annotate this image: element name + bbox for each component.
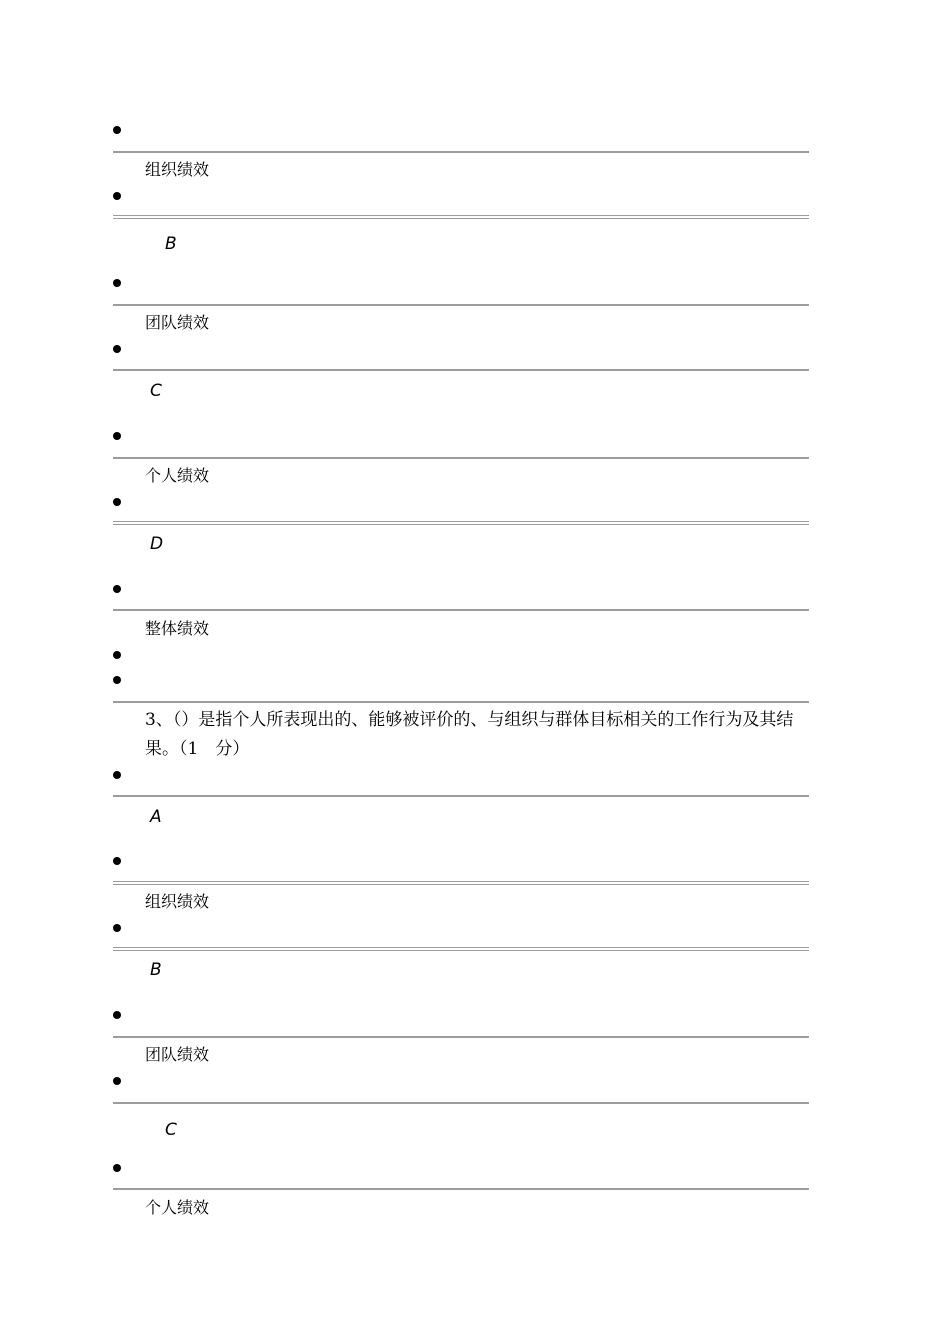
divider	[113, 457, 809, 459]
option-a-text: 组织绩效	[145, 892, 210, 911]
option-d-letter: D	[150, 534, 164, 554]
option-c-letter: C	[150, 381, 162, 401]
divider	[113, 1036, 809, 1038]
list-bullet	[113, 279, 121, 287]
list-bullet	[113, 192, 121, 200]
divider	[113, 701, 809, 703]
list-bullet	[113, 1011, 121, 1019]
list-bullet	[113, 1164, 121, 1172]
list-bullet	[113, 126, 121, 134]
list-bullet	[113, 1077, 121, 1085]
divider	[113, 947, 809, 948]
option-c-text: 个人绩效	[145, 1198, 210, 1217]
divider	[113, 215, 809, 216]
divider	[113, 1102, 809, 1104]
divider	[113, 609, 809, 611]
option-b-text: 团队绩效	[145, 1045, 210, 1064]
question-3-text: 3、（）是指个人所表现出的、能够被评价的、与组织与群体目标相关的工作行为及其结果。（1 分）	[145, 710, 794, 759]
list-bullet	[113, 432, 121, 440]
divider	[113, 521, 809, 522]
list-bullet	[113, 651, 121, 659]
list-bullet	[113, 676, 121, 684]
list-bullet	[113, 345, 121, 353]
option-c-text: 个人绩效	[145, 466, 210, 485]
list-bullet	[113, 498, 121, 506]
option-c-letter: C	[165, 1120, 177, 1140]
divider	[113, 1188, 809, 1190]
list-bullet	[113, 857, 121, 865]
list-bullet	[113, 585, 121, 593]
list-bullet	[113, 924, 121, 932]
divider	[113, 881, 809, 882]
option-a-text: 组织绩效	[145, 160, 210, 179]
option-a-letter: A	[150, 807, 162, 827]
option-b-letter: B	[150, 960, 162, 980]
divider	[113, 304, 809, 306]
option-b-text: 团队绩效	[145, 313, 210, 332]
divider	[113, 795, 809, 797]
option-d-text: 整体绩效	[145, 619, 210, 638]
list-bullet	[113, 771, 121, 779]
option-b-letter: B	[165, 234, 177, 254]
divider	[113, 369, 809, 371]
divider	[113, 151, 809, 153]
